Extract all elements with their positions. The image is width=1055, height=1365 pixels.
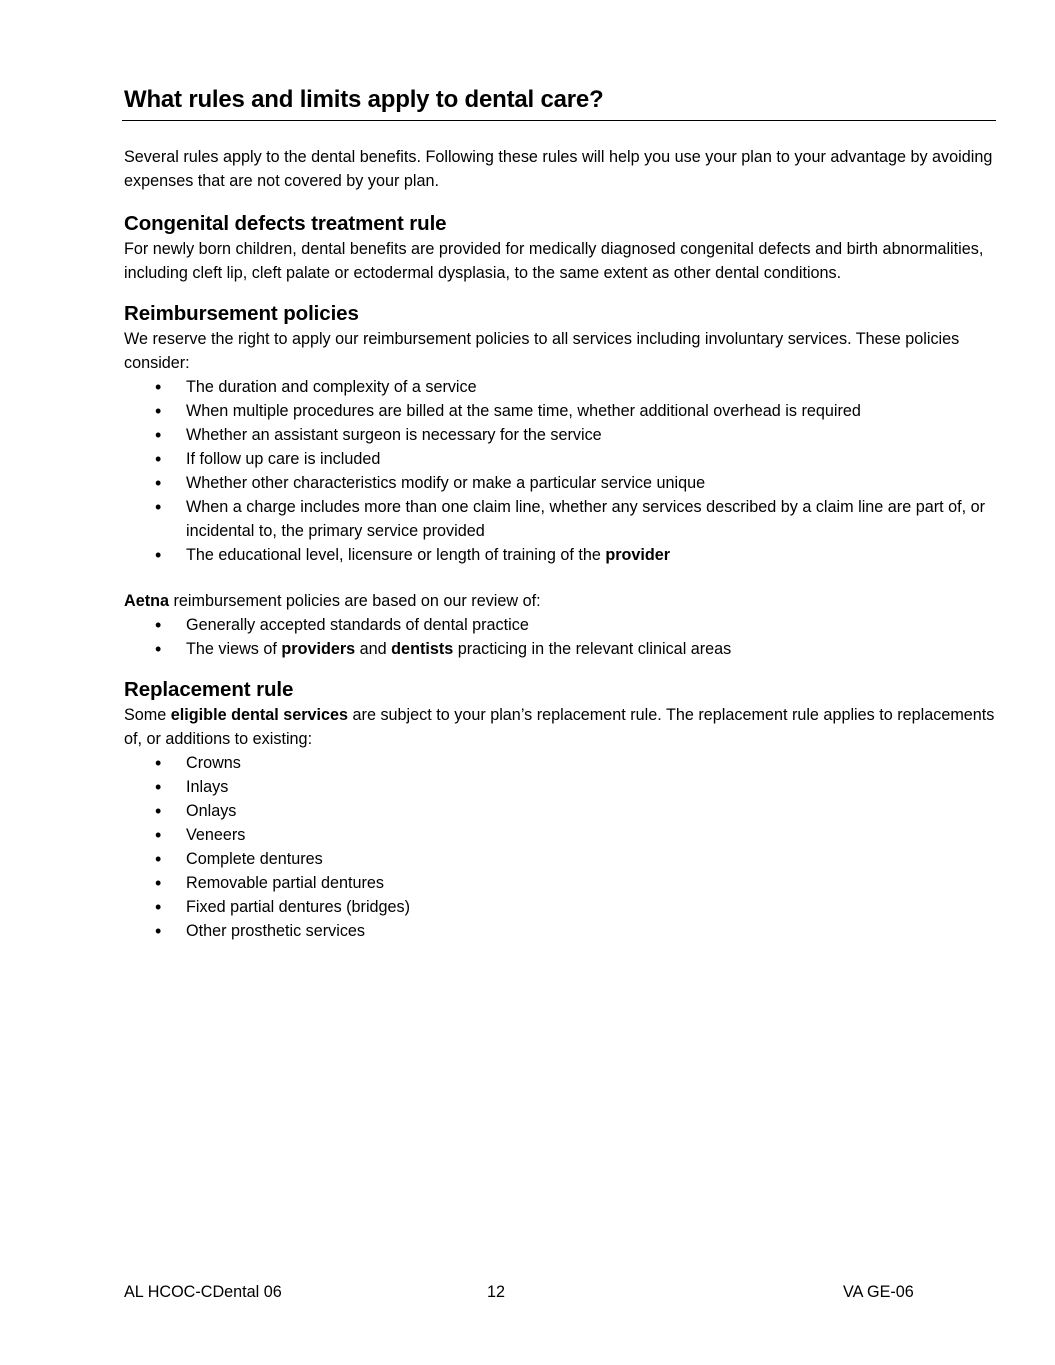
congenital-paragraph: For newly born children, dental benefits are provided for medically diagnosed congenital defects and birth abnormalities, including cleft lip, cleft palate or ectodermal dysplasia, to the same extent as other dental conditions. xyxy=(124,240,984,282)
list-item: • Inlays xyxy=(124,775,996,799)
list-item: • Fixed partial dentures (bridges) xyxy=(124,895,996,919)
intro-paragraph: Several rules apply to the dental benefits. Following these rules will help you use your plan to your advantage by avoiding expenses that are not covered by your plan. xyxy=(124,148,993,190)
reimbursement-heading: Reimbursement policies xyxy=(124,302,359,325)
list-item: • The duration and complexity of a service xyxy=(124,375,996,399)
list-item: • Whether other characteristics modify or make a particular service unique xyxy=(124,471,996,495)
replacement-intro-text: are subject to your plan’s replacement rule. The replacement rule applies to replacements of, or additions to existing: xyxy=(124,706,995,748)
aetna-term: Aetna xyxy=(124,592,169,610)
replacement-items-list xyxy=(124,751,996,943)
list-item: • If follow up care is included xyxy=(124,447,996,471)
reimbursement-basis-intro xyxy=(124,589,996,613)
footer-form-code: AL HCOC-CDental 06 xyxy=(124,1283,282,1301)
footer-state-code: VA GE-06 xyxy=(843,1283,914,1301)
list-item-text: The educational level, licensure or length of training of the xyxy=(186,546,606,564)
list-item: • Crowns xyxy=(124,751,996,775)
list-item: • When a charge includes more than one claim line, whether any services described by a claim line are part of, or incidental to, the primary service provided xyxy=(124,495,996,543)
list-item: • Generally accepted standards of dental practice xyxy=(124,613,996,637)
list-item-text: and xyxy=(355,640,392,658)
replacement-intro-text: Some xyxy=(124,706,171,724)
reimbursement-basis-list xyxy=(124,613,996,661)
provider-term: provider xyxy=(605,546,671,564)
list-item xyxy=(124,543,996,567)
providers-term: providers xyxy=(281,640,356,658)
congenital-section xyxy=(124,211,996,285)
eligible-dental-services-term: eligible dental services xyxy=(170,706,349,724)
list-item-text: practicing in the relevant clinical areas xyxy=(453,640,732,658)
list-item: • Veneers xyxy=(124,823,996,847)
list-item: • Onlays xyxy=(124,799,996,823)
list-item: • Other prosthetic services xyxy=(124,919,996,943)
basis-text: reimbursement policies are based on our review of: xyxy=(168,592,541,610)
replacement-section xyxy=(124,677,996,943)
list-item: • Complete dentures xyxy=(124,847,996,871)
list-item: • Removable partial dentures xyxy=(124,871,996,895)
dentists-term: dentists xyxy=(391,640,454,658)
list-item xyxy=(124,637,996,661)
replacement-intro xyxy=(124,703,996,751)
congenital-heading: Congenital defects treatment rule xyxy=(124,212,447,235)
reimbursement-intro: We reserve the right to apply our reimbursement policies to all services including involuntary services. These policies consider: xyxy=(124,330,960,372)
footer-page-number: 12 xyxy=(487,1283,506,1301)
reimbursement-policy-list xyxy=(124,375,996,567)
list-item-text: The views of xyxy=(186,640,282,658)
reimbursement-section xyxy=(124,301,996,661)
replacement-heading: Replacement rule xyxy=(124,678,294,701)
spacer xyxy=(124,567,996,589)
list-item: • When multiple procedures are billed at the same time, whether additional overhead is required xyxy=(124,399,996,423)
page-title: What rules and limits apply to dental care? xyxy=(124,86,604,113)
document-body xyxy=(124,145,996,959)
list-item: • Whether an assistant surgeon is necessary for the service xyxy=(124,423,996,447)
title-divider xyxy=(122,120,996,121)
